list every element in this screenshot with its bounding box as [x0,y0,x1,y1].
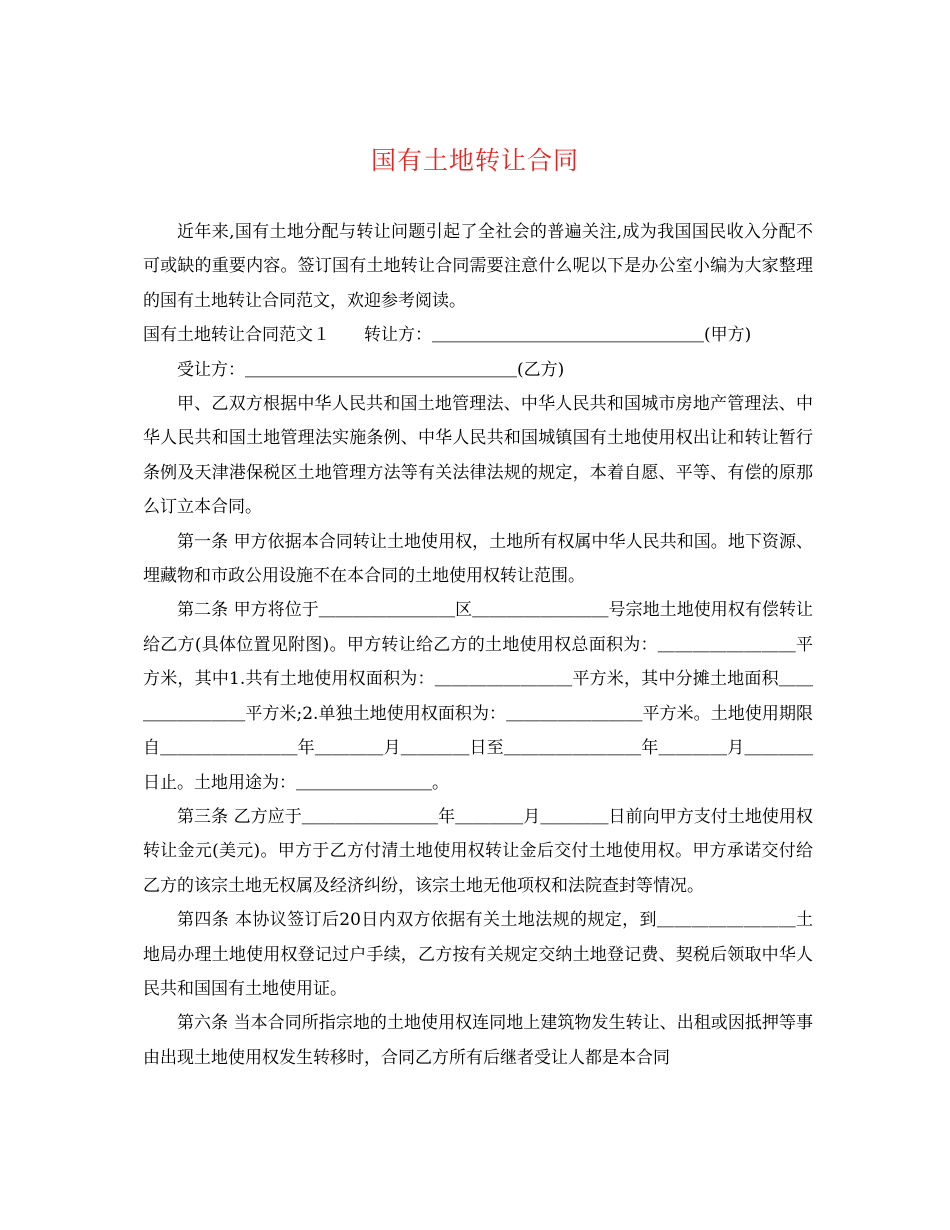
document-body [143,215,813,1075]
preamble-paragraph: 甲、乙双方根据中华人民共和国土地管理法、中华人民共和国城市房地产管理法、中华人民共和国土地管理法实施条例、中华人民共和国城镇国有土地使用权出让和转让暂行条例及天津港保税区土地管理方法等有关法律法规的规定，本着自愿、平等、有偿的原那么订立本合同。 [143,394,813,518]
article-3-paragraph: 第三条 乙方应于＿＿＿＿＿＿＿＿年＿＿＿＿月＿＿＿＿日前向甲方支付土地使用权转让金元(美元)。甲方于乙方付清土地使用权转让金后交付土地使用权。甲方承诺交付给乙方的该宗土地无权属及经济纠纷，该宗土地无他项权和法院查封等情况。 [143,806,813,896]
intro-paragraph: 近年来,国有土地分配与转让问题引起了全社会的普遍关注,成为我国国民收入分配不可或缺的重要内容。签订国有土地转让合同需要注意什么呢以下是办公室小编为大家整理的国有土地转让合同范文，欢迎参考阅读。 [143,222,813,311]
article-6-paragraph: 第六条 当本合同所指宗地的土地使用权连同地上建筑物发生转让、出租或因抵押等事由出现土地使用权发生转移时，合同乙方所有后继者受让人都是本合同 [143,1013,813,1068]
sample-heading-line: 国有土地转让合同范文１ 转让方：＿＿＿＿＿＿＿＿＿＿＿＿＿＿＿＿(甲方) [143,325,752,346]
document-title: 国有土地转让合同 [370,146,579,175]
article-4-paragraph: 第四条 本协议签订后20日内双方依据有关土地法规的规定，到＿＿＿＿＿＿＿＿土地局办理土地使用权登记过户手续，乙方按有关规定交纳土地登记费、契税后领取中华人民共和国国有土地使用证。 [143,910,813,999]
article-1-paragraph: 第一条 甲方依据本合同转让土地使用权，土地所有权属中华人民共和国。地下资源、埋藏物和市政公用设施不在本合同的土地使用权转让范围。 [143,531,813,587]
transferee-line: 受让方：＿＿＿＿＿＿＿＿＿＿＿＿＿＿＿＿(乙方) [143,359,565,380]
article-2-paragraph: 第二条 甲方将位于＿＿＿＿＿＿＿＿区＿＿＿＿＿＿＿＿号宗地土地使用权有偿转让给乙方(具体位置见附图)。甲方转让给乙方的土地使用权总面积为：＿＿＿＿＿＿＿＿平方米，其中1.共有土地使用权面积为：＿＿＿＿＿＿＿＿平方米，其中分摊土地面积＿＿＿＿＿＿＿＿平方米;2.单独土地使用权面积为：＿＿＿＿＿＿＿＿平方米。土地使用期限自＿＿＿＿＿＿＿＿年＿＿＿＿月＿＿＿＿日至＿＿＿＿＿＿＿＿年＿＿＿＿月＿＿＿＿日止。土地用途为：＿＿＿＿＿＿＿＿。 [143,600,813,793]
